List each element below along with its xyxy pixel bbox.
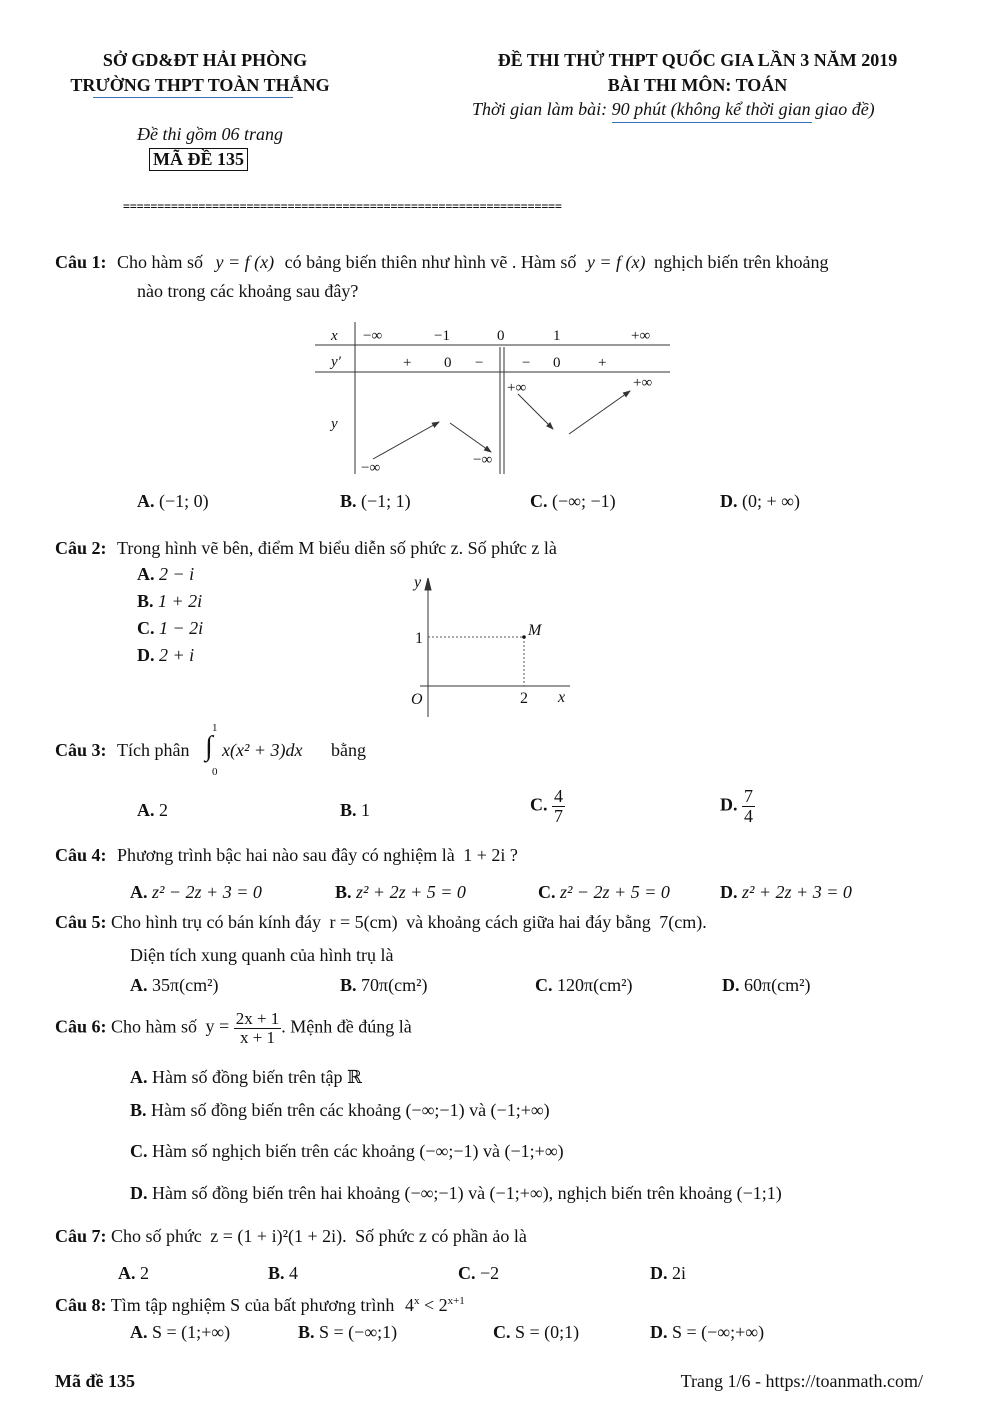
q1-label: Câu 1: [55,252,107,272]
q8-label: Câu 8: [55,1295,107,1315]
q4-line [55,845,518,866]
tbl-x-0: −∞ [363,328,383,344]
q3-option-d[interactable]: D. $\frac{7}{4}$ [720,786,753,826]
q1-option-c[interactable]: C. (−∞; −1) [530,491,616,511]
q3-option-a[interactable]: A. 2 [137,800,168,820]
q6-option-b[interactable]: B. Hàm số đồng biến trên các khoảng (−∞;−1) và (−1;+∞) [130,1100,550,1120]
tbl-x-3: 1 [553,328,561,344]
tbl-yp-2: − [475,355,484,371]
tbl-x-1: −1 [434,328,450,344]
exam-duration: Thời gian làm bài: 90 phút (không kể thời gian giao đề) [472,99,875,119]
q4-text: Phương trình bậc hai nào sau đây có nghiệm là [117,845,455,865]
integral-upper: 1 [212,722,218,734]
department-name: SỞ GD&ĐT HẢI PHÒNG [102,50,308,70]
q1-option-d[interactable]: D. (0; + ∞) [720,491,800,511]
q7-option-a[interactable]: A. 2 [118,1263,149,1283]
tbl-yp-3: − [522,355,531,371]
q2-option-b[interactable]: B. 1 + 2i [137,591,203,611]
q8-option-b[interactable]: B. S = (−∞;1) [298,1322,398,1342]
arrow-down-2 [518,394,553,429]
q8-mid: < 2 [419,1295,448,1315]
q4-option-a[interactable]: A. z² − 2z + 3 = 0 [130,882,262,902]
q8-exp1: x [413,1295,420,1307]
q3-d-den: 4 [744,805,753,826]
q2-line [55,538,557,559]
q1-option-b[interactable]: B. (−1; 1) [340,491,411,511]
point-m-label: M [528,622,542,639]
tbl-y-1: −∞ [473,452,493,468]
footer-exam-code: Mã đề 135 [55,1371,135,1391]
q6-option-c[interactable]: C. Hàm số nghịch biến trên các khoảng (−∞;−1) và (−1;+∞) [130,1141,564,1161]
q5-text-a: Cho hình trụ có bán kính đáy [111,912,321,932]
q8-option-c[interactable]: C. S = (0;1) [493,1322,580,1342]
q3-text-a: Tích phân [117,740,190,760]
tbl-yp-0: + [403,355,412,371]
school-underline [93,97,293,98]
tbl-yp-5: + [598,355,607,371]
tbl-x-2: 0 [497,328,505,344]
q1-text-c: nghịch biến trên khoảng [653,252,829,272]
q5-option-a[interactable]: A. 35π(cm²) [130,975,219,995]
duration-underline [612,122,812,123]
separator-line: ================================================================ [123,199,562,213]
q1-func2: y = f (x) [586,252,646,272]
tbl-yp-4: 0 [553,355,561,371]
q7-line [55,1226,527,1247]
exam-subject: BÀI THI MÔN: TOÁN [607,75,788,95]
q4-option-c[interactable]: C. z² − 2z + 5 = 0 [538,882,670,902]
q1-text-b: có bảng biến thiên như hình vẽ . Hàm số [284,252,577,272]
exam-title: ĐỀ THI THỬ THPT QUỐC GIA LẦN 3 NĂM 2019 [497,50,898,70]
q6-option-d[interactable]: D. Hàm số đồng biến trên hai khoảng (−∞;−1) và (−1;+∞), nghịch biến trên khoảng (−1;1) [130,1183,782,1203]
q2-option-d[interactable]: D. 2 + i [137,645,195,665]
q2-option-a[interactable]: A. 2 − i [137,564,195,584]
q2-label: Câu 2: [55,538,107,558]
pages-note: Đề thi gồm 06 trang [137,124,283,144]
q5-label: Câu 5: [55,912,107,932]
x-tick-label: 2 [520,690,528,707]
tbl-y-2: +∞ [507,380,527,396]
q8-exp2: x+1 [447,1295,465,1307]
q8-line [55,1295,465,1316]
tbl-y-label: y [331,416,338,432]
q4-label: Câu 4: [55,845,107,865]
q8-option-a[interactable]: A. S = (1;+∞) [130,1322,231,1342]
q4-option-d[interactable]: D. z² + 2z + 3 = 0 [720,882,852,902]
x-axis-label: x [558,689,566,706]
q1-option-a[interactable]: A. (−1; 0) [137,491,209,511]
q5-option-c[interactable]: C. 120π(cm²) [535,975,633,995]
q7-text-a: Cho số phức [111,1226,202,1246]
q1-func: y = f (x) [215,252,275,272]
integral-lower: 0 [212,766,218,778]
q7-option-b[interactable]: B. 4 [268,1263,299,1283]
q3-d-num: 7 [744,786,753,806]
q6-label: Câu 6: [55,1016,107,1037]
q5-line1 [55,912,707,933]
exam-code: MÃ ĐỀ 135 [149,148,248,171]
tbl-yp-label: y′ [331,354,341,370]
q8-text: Tìm tập nghiệm S của bất phương trình [110,1295,395,1315]
q3-c-num: 4 [554,786,563,806]
q6-text-a: Cho hàm số [111,1016,198,1037]
y-tick-label: 1 [415,630,423,647]
q3-c-den: 7 [554,805,563,826]
q5-text-b: và khoảng cách giữa hai đáy bằng [406,912,651,932]
tbl-yp-1: 0 [444,355,452,371]
q1-line2: nào trong các khoảng sau đây? [137,281,359,301]
q6-text-b: . Mệnh đề đúng là [281,1016,412,1037]
q5-option-b[interactable]: B. 70π(cm²) [340,975,428,995]
footer-page-info: Trang 1/6 - https://toanmath.com/ [680,1371,923,1391]
q5-dist: 7(cm). [659,912,707,932]
q5-line2: Diện tích xung quanh của hình trụ là [130,945,394,965]
q7-label: Câu 7: [55,1226,107,1246]
q2-option-c[interactable]: C. 1 − 2i [137,618,204,638]
arrow-down-1 [450,423,491,452]
q3-option-c[interactable]: C. $\frac{4}{7}$ [530,786,563,826]
origin-label: O [411,691,423,708]
q6-line [55,1010,412,1047]
q8-base: 4 [404,1295,414,1315]
q7-expr: z = (1 + i)²(1 + 2i). [210,1226,347,1246]
arrow-up-1 [373,422,439,459]
q1-text-a: Cho hàm số [117,252,204,272]
q6-num: 2x + 1 [235,1009,280,1028]
q7-text-b: Số phức z có phần ảo là [355,1226,527,1246]
q6-option-a[interactable]: A. Hàm số đồng biến trên tập ℝ [130,1067,362,1087]
q3-label: Câu 3: [55,740,107,760]
q7-option-d[interactable]: D. 2i [650,1263,687,1283]
variation-table [315,322,675,477]
tbl-x-4: +∞ [631,328,651,344]
q5-radius: r = 5(cm) [329,912,398,932]
integral-sign: ∫ [205,731,213,762]
q2-text: Trong hình vẽ bên, điểm M biểu diễn số phức z. Số phức z là [117,538,557,558]
point-m [522,635,526,639]
arrow-up-2 [569,391,630,434]
tbl-x-label: x [331,328,338,344]
school-name: TRƯỜNG THPT TOÀN THẮNG [70,75,330,95]
q7-option-c[interactable]: C. −2 [458,1263,500,1283]
q3-option-b[interactable]: B. 1 [340,800,371,820]
q8-option-d[interactable]: D. S = (−∞;+∞) [650,1322,765,1342]
q3-line [55,740,190,761]
q1-line1 [55,252,828,273]
q4-option-b[interactable]: B. z² + 2z + 5 = 0 [335,882,466,902]
tbl-y-0: −∞ [361,460,381,476]
y-axis-label: y [414,574,422,591]
complex-plane-graph [400,570,585,720]
q4-root: 1 + 2i ? [463,845,518,865]
q6-den: x + 1 [239,1027,276,1047]
q3-text-b: bằng [331,740,366,760]
q6-y-eq: y = [205,1016,230,1037]
q5-option-d[interactable]: D. 60π(cm²) [722,975,811,995]
tbl-y-3: +∞ [633,375,653,391]
integrand: x(x² + 3)dx [222,740,303,760]
